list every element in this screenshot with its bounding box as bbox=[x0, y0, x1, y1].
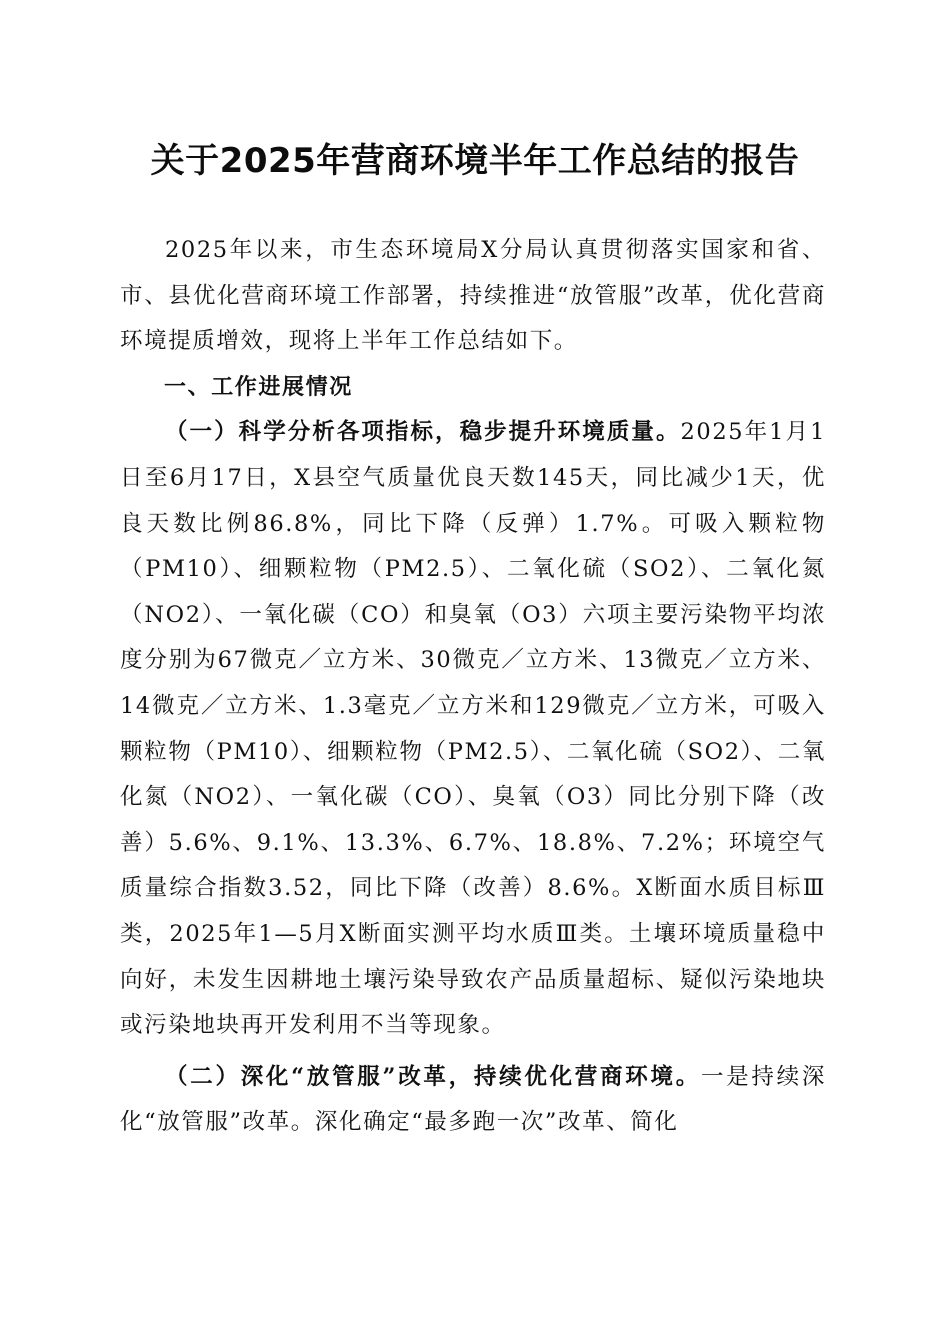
paragraph-lead: （一）科学分析各项指标，稳步提升环境质量。 bbox=[165, 419, 681, 446]
paragraph-business-environment bbox=[120, 1055, 826, 1146]
paragraph-text: 2025年1月1日至6月17日，X县空气质量优良天数145天，同比减少1天，优良天数比例86.8%，同比下降（反弹）1.7%。可吸入颗粒物（PM10）、细颗粒物（PM2.5）、二氧化硫（SO2）、二氧化氮（NO2）、一氧化碳（CO）和臭氧（O3）六项主要污染物平均浓度分别为67微克／立方米、30微克／立方米、13微克／立方米、14微克／立方米、1.3毫克／立方米和129微克／立方米，可吸入颗粒物（PM10）、细颗粒物（PM2.5）、二氧化硫（SO2）、二氧化氮（NO2）、一氧化碳（CO）、臭氧（O3）同比分别下降（改善）5.6%、9.1%、13.3%、6.7%、18.8%、7.2%；环境空气质量综合指数3.52，同比下降（改善）8.6%。X断面水质目标Ⅲ类，2025年1—5月X断面实测平均水质Ⅲ类。土壤环境质量稳中向好，未发生因耕地土壤污染导致农产品质量超标、疑似污染地块或污染地块再开发利用不当等现象。 bbox=[120, 419, 826, 1039]
paragraph-environment-quality bbox=[120, 410, 826, 1048]
document-title: 关于2025年营商环境半年工作总结的报告 bbox=[150, 141, 800, 181]
paragraph-lead: （二）深化“放管服”改革，持续优化营商环境。 bbox=[165, 1063, 701, 1090]
paragraph-text: 一是持续深化“放管服”改革。深化确定“最多跑一次”改革、简化 bbox=[120, 1063, 826, 1136]
section-heading-progress: 一、工作进展情况 bbox=[164, 374, 353, 400]
intro-paragraph: 2025年以来，市生态环境局X分局认真贯彻落实国家和省、市、县优化营商环境工作部署，持续推进“放管服”改革，优化营商环境提质增效，现将上半年工作总结如下。 bbox=[120, 237, 826, 355]
document-body bbox=[120, 228, 826, 1146]
